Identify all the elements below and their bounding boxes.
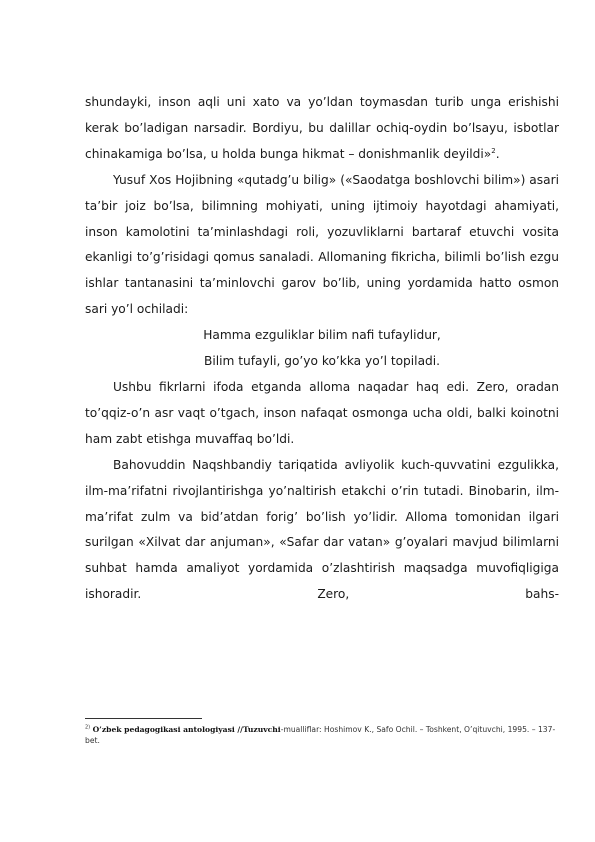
footnote-divider — [85, 718, 202, 719]
paragraph-2: Yusuf Xos Hojibning «qutadg’u bilig» («Saodatga boshlovchi bilim») asari ta’bir joiz bo’lsa, bilimning mohiyati, uning ijtimoiy hayotdagi ahamiyati, inson kamolotini ta’minlashdagi roli, yozuvliklarni bartaraf etuvchi vosita ekanligi to’g’risidagi qomus sanaladi. Allomaning fikricha, bilimli bo’lish ezgu ishlar tantanasini ta’minlovchi garov bo’lib, uning yordamida hatto osmon sari yo’l ochiladi: — [85, 172, 559, 317]
footnote-reference: 2 — [491, 146, 496, 155]
main-text — [85, 90, 559, 608]
paragraph-1 — [85, 90, 559, 168]
footnote-number: 2) — [85, 724, 91, 731]
footnote — [85, 724, 559, 746]
verse-line-2: Bilim tufayli, go’yo ko’kka yo’l topiladi. — [203, 354, 441, 369]
verse-line-1: Hamma ezguliklar bilim nafi tufaylidur, — [203, 328, 441, 343]
paragraph-1-end: . — [495, 146, 500, 161]
footnote-title: O’zbek pedagogikasi antologiyasi //Tuzuvchi — [92, 725, 281, 734]
paragraph-4: Bahovuddin Naqshbandiy tariqatida avliyolik kuch-quvvatini ezgulikka, ilm-ma’rifatni rivojlantirishga yo’naltirish etakchi o’rin tutadi. Binobarin, ilm-ma’rifat zulm va bid’atdan forig’ bo’lish yo’lidir. Alloma tomonidan ilgari surilgan «Xilvat dar anjuman», «Safar dar vatan» g’oyalari mavjud bilimlarni suhbat hamda amaliyot yordamida o’zlashtirish maqsadga muvofiqligiga ishoradir. Zero, bahs- — [85, 457, 559, 602]
paragraph-3: Ushbu fikrlarni ifoda etganda alloma naqadar haq edi. Zero, oradan to’qqiz-o’n asr vaqt o’tgach, inson nafaqat osmonga ucha oldi, balki koinotni ham zabt etishga muvaffaq bo’ldi. — [85, 379, 559, 446]
footnote-text: -mualliflar: Hoshimov K., Safo Ochil. – Toshkent, O’qituvchi, 1995. – 137-bet. — [85, 725, 556, 745]
paragraph-1-text: shundayki, inson aqli uni xato va yo’ldan toymasdan turib unga erishishi kerak bo’ladigan narsadir. Bordiyu, bu dalillar ochiq-oydin bo’lsayu, isbotlar chinakamiga bo’lsa, u holda bunga hikmat – donishmanlik deyildi» — [85, 95, 559, 161]
